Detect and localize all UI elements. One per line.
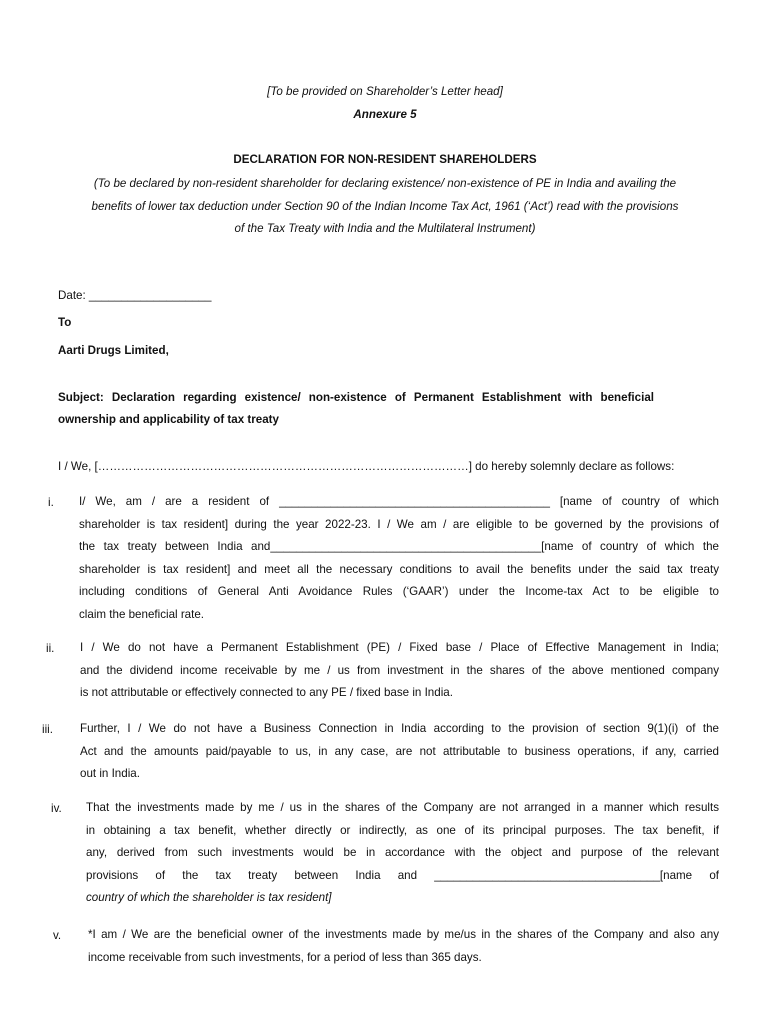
list-item <box>88 924 719 969</box>
item-line: out in India. <box>80 767 140 780</box>
document-title: DECLARATION FOR NON-RESIDENT SHAREHOLDERS <box>233 153 537 166</box>
subject-line-2: ownership and applicability of tax treaty <box>58 413 279 426</box>
subtitle-line-1: (To be declared by non-resident shareholder for declaring existence/ non-existence of PE in India and availing the <box>93 177 677 190</box>
annexure-label: Annexure 5 <box>353 108 417 121</box>
item-line: and the dividend income receivable by me / us from investment in the shares of the above mentioned company <box>80 663 719 677</box>
item-line: the tax treaty between India and__________________________________________[name of country of which the <box>79 540 719 553</box>
addressee: Aarti Drugs Limited, <box>58 344 169 357</box>
subject-line-1: Subject: Declaration regarding existence/ non-existence of Permanent Establishment with beneficial <box>58 391 654 404</box>
declaration-intro: I / We, [……………………………………………………………………………………] do hereby solemnly declare as follows: <box>58 460 675 473</box>
date-field: Date: ___________________ <box>58 289 212 302</box>
item-line: Act and the amounts paid/payable to us, in any case, are not attributable to business operations, if any, carried <box>80 744 719 758</box>
subtitle-line-2: benefits of lower tax deduction under Section 90 of the Indian Income Tax Act, 1961 (‘Act’) read with the provisions <box>91 200 679 213</box>
item-line: in obtaining a tax benefit, whether directly or indirectly, as one of its principal purposes. The tax benefit, if <box>86 823 719 837</box>
list-item <box>80 718 719 786</box>
to-label: To <box>58 316 72 329</box>
item-line: *I am / We are the beneficial owner of the investments made by me/us in the shares of the Company and also any <box>88 928 719 941</box>
item-line: any, derived from such investments would be in accordance with the object and purpose of the relevant <box>86 846 719 859</box>
item-line: provisions of the tax treaty between India and ___________________________________[name of <box>86 868 719 882</box>
letterhead-note: [To be provided on Shareholder’s Letter head] <box>267 85 503 98</box>
item-line: I/ We, am / are a resident of __________________________________________ [name of country of which <box>79 495 719 508</box>
subtitle-line-3: of the Tax Treaty with India and the Multilateral Instrument) <box>234 222 536 235</box>
item-line: income receivable from such investments, for a period of less than 365 days. <box>88 950 482 964</box>
item-line: shareholder is tax resident] during the year 2022-23. I / We am / are eligible to be governed by the provisions of <box>79 517 719 531</box>
item-line: I / We do not have a Permanent Establishment (PE) / Fixed base / Place of Effective Management in India; <box>80 641 719 654</box>
item-line: Further, I / We do not have a Business Connection in India according to the provision of section 9(1)(i) of the <box>80 722 719 735</box>
item-line: including conditions of General Anti Avoidance Rules (‘GAAR’) under the Income-tax Act to be eligible to <box>79 585 719 598</box>
item-line: claim the beneficial rate. <box>79 607 205 621</box>
list-item <box>79 491 719 626</box>
item-line: shareholder is tax resident] and meet all the necessary conditions to avail the benefits under the said tax treaty <box>79 562 719 576</box>
item-number: v. <box>53 929 62 942</box>
item-line: is not attributable or effectively connected to any PE / fixed base in India. <box>80 686 453 699</box>
item-number: i. <box>48 496 54 509</box>
item-line: country of which the shareholder is tax resident] <box>86 891 332 904</box>
item-number: iv. <box>51 802 62 815</box>
list-item <box>80 637 719 705</box>
item-number: iii. <box>42 723 53 736</box>
item-number: ii. <box>46 642 55 655</box>
item-line: That the investments made by me / us in the shares of the Company are not arranged in a manner which results <box>86 801 719 814</box>
list-item <box>86 797 719 910</box>
